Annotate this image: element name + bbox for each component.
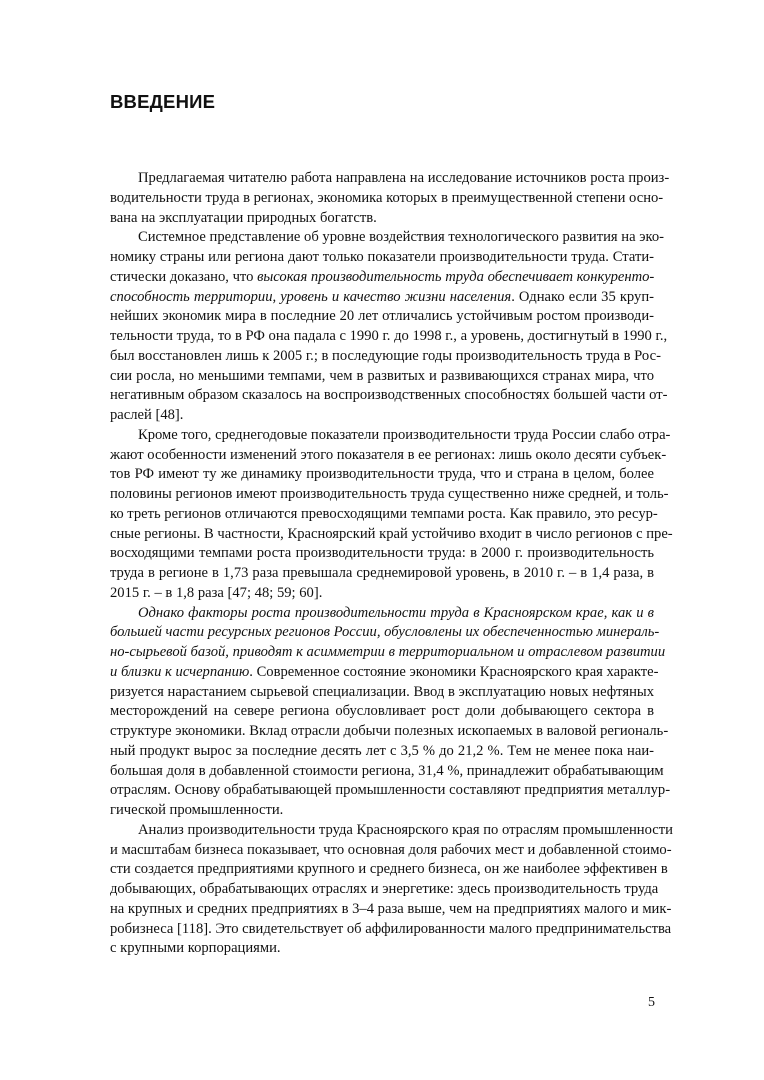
text-line — [110, 781, 671, 801]
text-segment: . Однако если 35 круп- — [511, 288, 654, 305]
text-segment: тов РФ имеют ту же динамику производительности труда, что и страна в целом, более — [110, 466, 654, 483]
paragraph — [110, 169, 670, 228]
text-segment: ный продукт вырос за последние десять лет с 3,5 % до 21,2 %. Тем не менее пока наи- — [110, 742, 654, 759]
text-segment: вана на эксплуатации природных богатств. — [110, 209, 377, 226]
text-segment: тельности труда, то в РФ она падала с 1990 г. до 1998 г., а уровень, достигнутый в 1990 г., — [110, 328, 668, 344]
text-segment: гической промышленности. — [110, 802, 284, 818]
text-line — [110, 564, 654, 584]
text-segment: жают особенности изменений этого показателя в ее регионах: лишь около десяти субъек- — [110, 446, 667, 463]
body-text — [110, 169, 673, 959]
text-line — [110, 623, 660, 643]
text-segment: с крупными корпорациями. — [110, 940, 281, 957]
text-line — [110, 189, 664, 209]
text-line — [110, 762, 664, 782]
text-segment: сти создается предприятиями крупного и среднего бизнеса, он же наиболее эффективен в — [110, 861, 668, 878]
italic-text: но-сырьевой базой, приводят к асимметрии в территориальном и отраслевом развитии — [110, 644, 666, 660]
text-segment: на крупных и средних предприятиях в 3–4 раза выше, чем на предприятиях малого и мик- — [110, 900, 672, 917]
text-segment: был восстановлен лишь к 2005 г.; в последующие годы производительность труда в Рос- — [110, 347, 661, 364]
text-line — [110, 722, 669, 742]
text-line — [110, 860, 668, 880]
text-segment: водительности труда в регионах, экономика которых в преимущественной степени осно- — [110, 189, 664, 206]
text-segment: нейших экономик мира в последние 20 лет отличались устойчивым ростом производи- — [110, 308, 654, 325]
text-segment: сии росла, но меньшими темпами, чем в развитых и развивающихся странах мира, что — [110, 367, 654, 384]
text-line — [110, 742, 654, 762]
text-line — [110, 663, 659, 683]
text-line — [110, 920, 672, 940]
text-segment: робизнеса [118]. Это свидетельствует об аффилированности малого предпринимательства — [110, 920, 672, 937]
text-line — [110, 702, 654, 722]
text-segment: структуре экономики. Вклад отрасли добычи полезных ископаемых в валовой региональ- — [110, 723, 669, 739]
italic-text: способность территории, уровень и качество жизни населения — [110, 288, 512, 305]
text-line — [110, 683, 654, 703]
text-line — [110, 288, 654, 308]
text-segment: отраслям. Основу обрабатывающей промышленности составляют предприятия металлур- — [110, 782, 671, 799]
text-segment: ризуется нарастанием сырьевой специализации. Ввод в эксплуатацию новых нефтяных — [110, 683, 654, 700]
text-line — [110, 544, 654, 564]
text-line — [110, 485, 669, 505]
italic-text: Однако факторы роста производительности труда в Красноярском крае, как и в — [138, 604, 654, 621]
text-segment: сные регионы. В частности, Красноярский край устойчиво входит в число регионов с пре- — [110, 525, 673, 542]
text-line — [110, 446, 667, 466]
text-segment: большая доля в добавленной стоимости региона, 31,4 %, принадлежит обрабатывающим — [110, 762, 664, 779]
text-line — [110, 426, 671, 446]
paragraph — [110, 426, 673, 604]
italic-text: большей части ресурсных регионов России, обусловлены их обеспеченностью минераль- — [110, 624, 660, 641]
text-segment: труда в регионе в 1,73 раза превышала среднемировой уровень, в 2010 г. – в 1,4 раза, в — [110, 565, 654, 581]
text-segment: Анализ производительности труда Красноярского края по отраслям промышленности — [138, 821, 673, 838]
text-line — [110, 367, 654, 387]
text-segment: . Современное состояние экономики Красноярского края характе- — [249, 663, 659, 680]
text-line — [110, 228, 664, 248]
text-segment: раслей [48]. — [110, 407, 184, 423]
text-line — [110, 406, 654, 426]
text-line — [110, 505, 658, 525]
text-segment: Предлагаемая читателю работа направлена на исследование источников роста произ- — [138, 170, 670, 186]
text-line — [110, 525, 673, 545]
text-line — [110, 643, 666, 663]
text-line — [110, 900, 672, 920]
text-segment: ко треть регионов отличаются превосходящими темпами роста. Как правило, это ресур- — [110, 505, 658, 522]
text-segment: Кроме того, среднегодовые показатели производительности труда России слабо отра- — [138, 426, 671, 443]
italic-text: высокая производительность труда обеспечивает конкуренто- — [257, 268, 655, 285]
text-line — [110, 268, 654, 288]
text-segment: половины регионов имеют производительность труда существенно ниже средней, и толь- — [110, 486, 669, 502]
text-segment: 2015 г. – в 1,8 раза [47; 48; 59; 60]. — [110, 584, 323, 601]
text-line — [110, 386, 668, 406]
italic-text: и близки к исчерпанию — [110, 663, 250, 680]
text-segment: месторождений на севере региона обусловливает рост доли добывающего сектора в — [110, 703, 654, 720]
text-line — [110, 248, 654, 268]
paragraph — [110, 228, 668, 426]
text-line — [110, 584, 654, 604]
text-line — [110, 604, 654, 624]
text-line — [110, 841, 672, 861]
text-line — [110, 347, 661, 367]
paragraph — [110, 821, 673, 959]
text-line — [110, 465, 654, 485]
text-segment: номику страны или региона дают только показатели производительности труда. Стати- — [110, 249, 654, 265]
text-line — [110, 880, 659, 900]
page-number: 5 — [648, 995, 655, 1010]
paragraph — [110, 604, 671, 821]
text-line — [110, 169, 670, 189]
text-line — [110, 801, 654, 821]
text-line — [110, 939, 654, 959]
text-segment: негативным образом сказалось на воспроизводственных способностях большей части от- — [110, 387, 668, 404]
text-segment: восходящими темпами роста производительности труда: в 2000 г. производительность — [110, 545, 654, 562]
text-segment: и масштабам бизнеса показывает, что основная доля рабочих мест и добавленной стоимо- — [110, 841, 672, 858]
text-line — [110, 307, 654, 327]
text-line — [110, 821, 673, 841]
text-line — [110, 209, 654, 229]
text-segment: стически доказано, что — [110, 268, 258, 285]
text-segment: добывающих, обрабатывающих отраслях и энергетике: здесь производительность труда — [110, 881, 659, 897]
text-line — [110, 327, 668, 347]
text-segment: Системное представление об уровне воздействия технологического развития на эко- — [138, 229, 664, 246]
section-heading: ВВЕДЕНИЕ — [110, 91, 216, 112]
